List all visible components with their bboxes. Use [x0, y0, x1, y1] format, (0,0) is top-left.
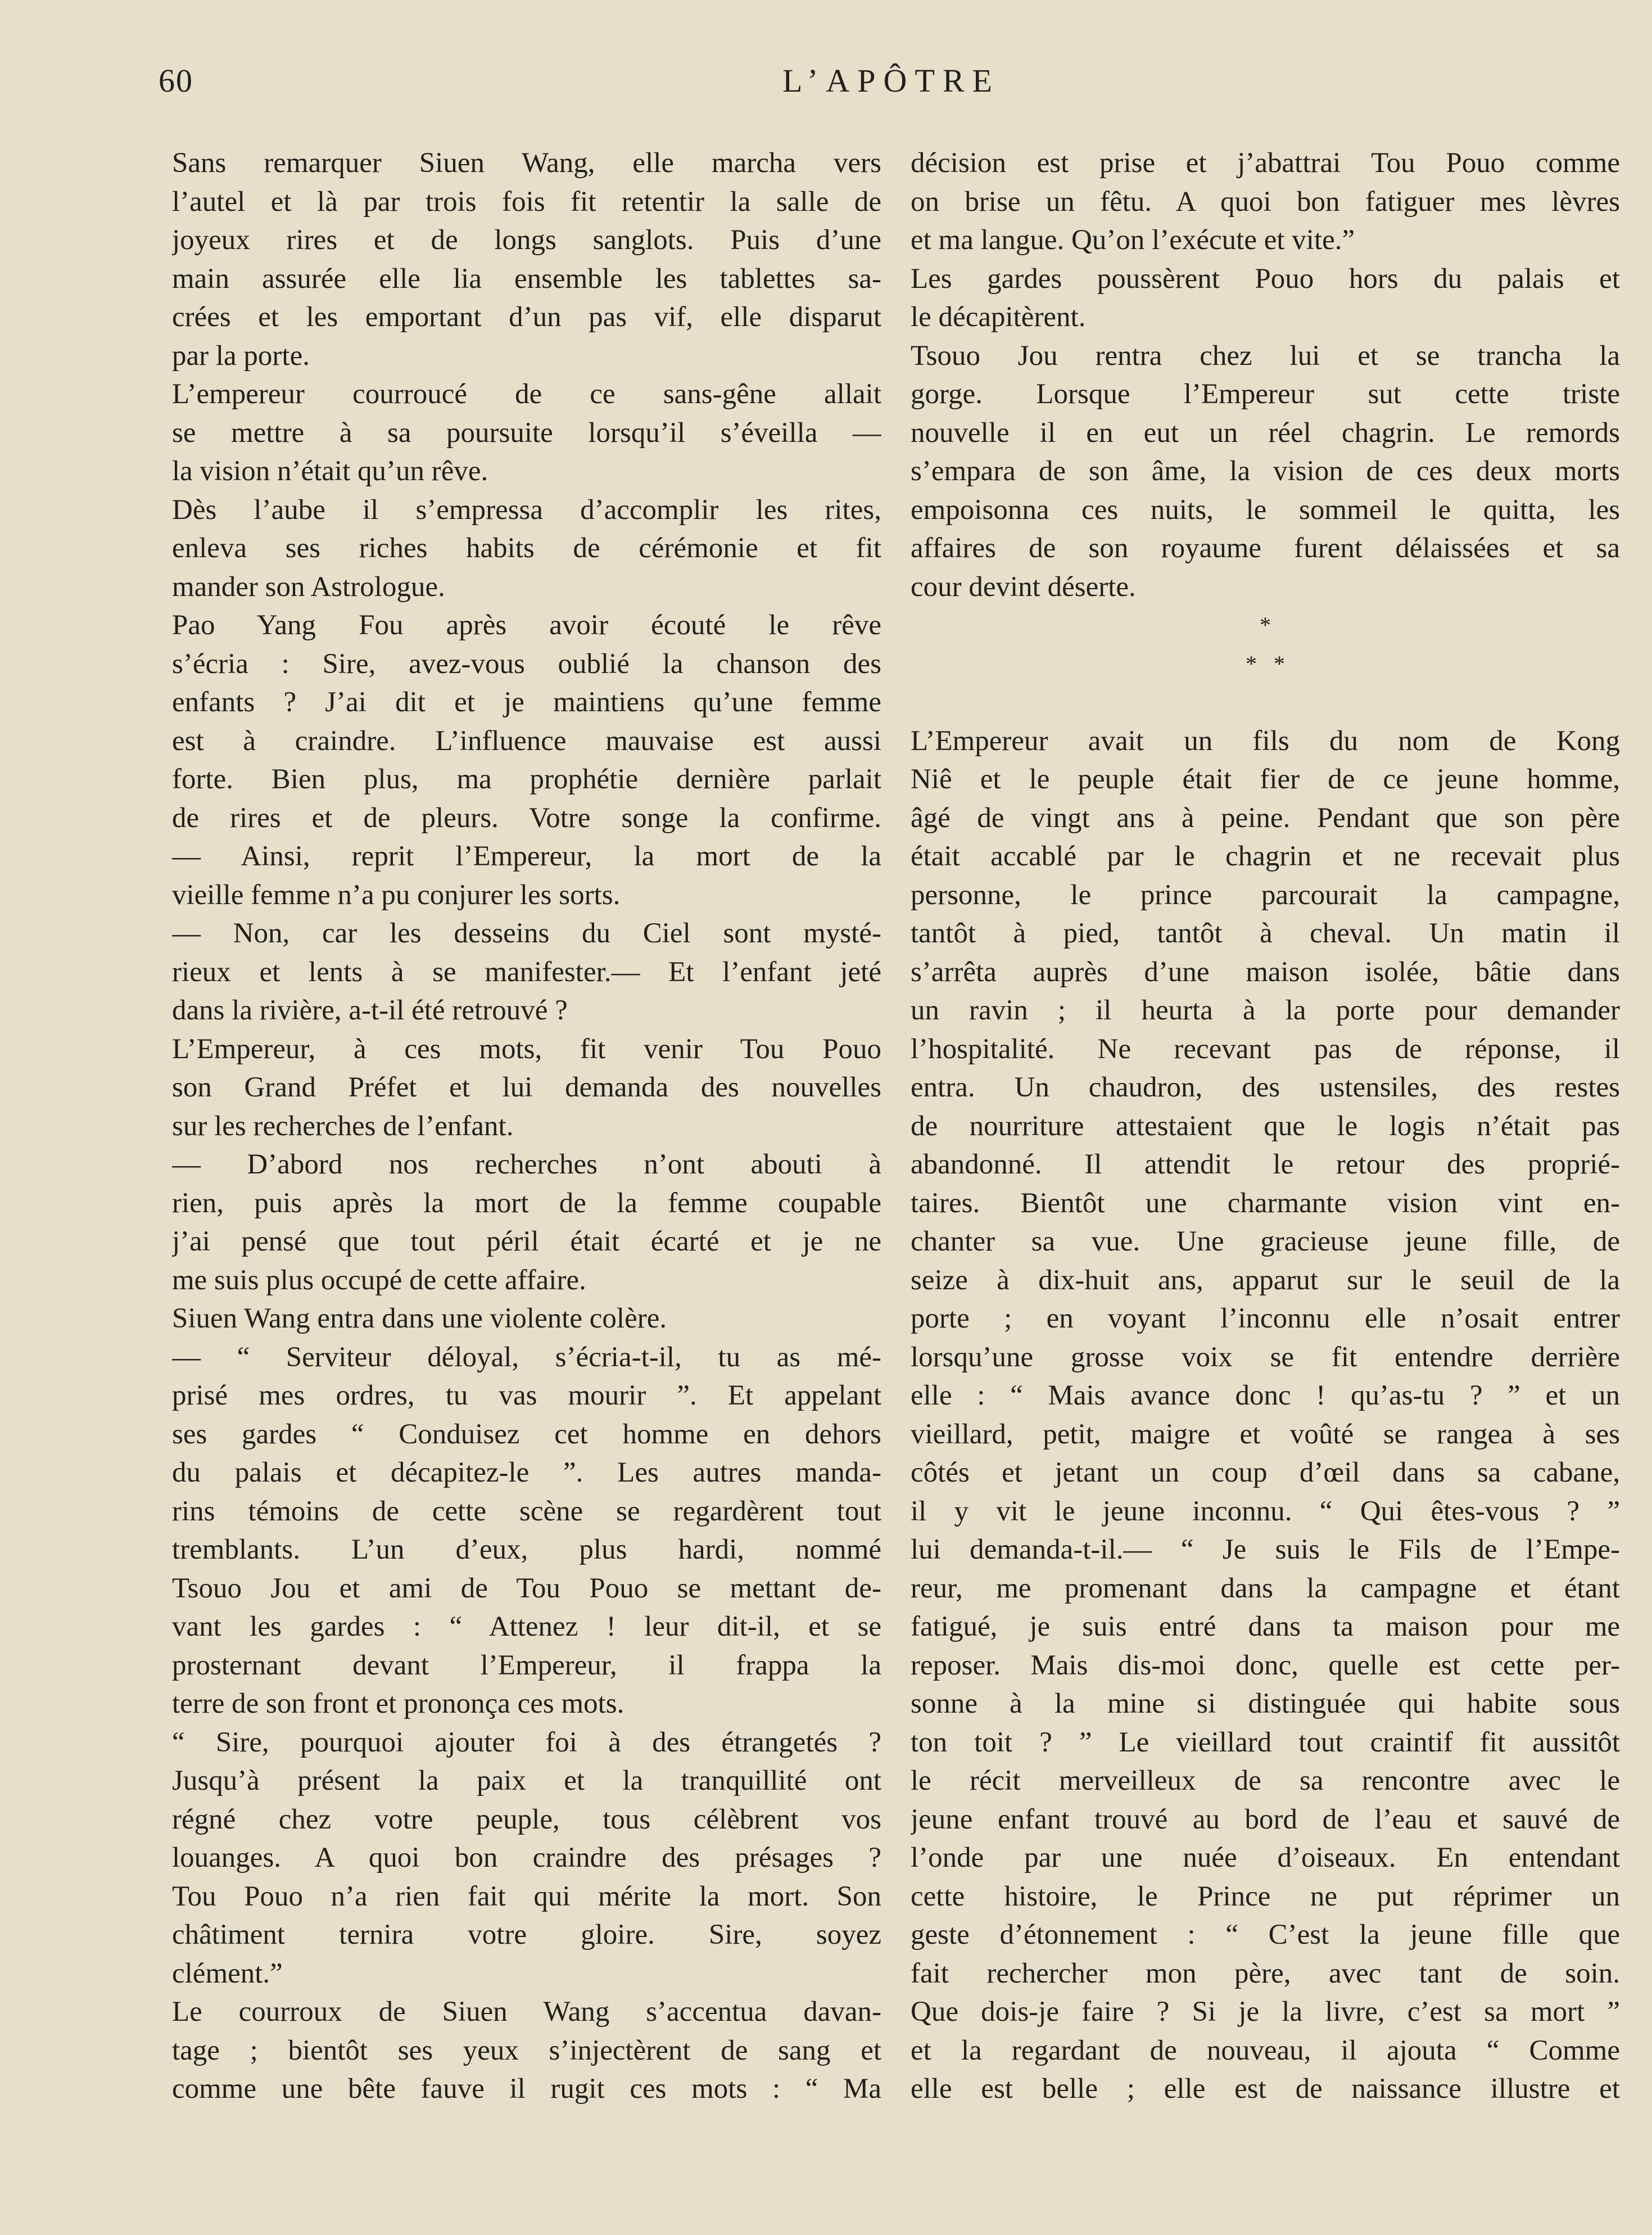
text-line: — D’abord nos recherches n’ont abouti à — [172, 1149, 881, 1180]
text-line: lui demanda-t-il.— “ Je suis le Fils de l’Empe- — [911, 1534, 1620, 1565]
text-line: cour devint déserte. — [911, 571, 1136, 603]
text-line: terre de son front et prononça ces mots. — [172, 1688, 624, 1719]
text-line: la vision n’était qu’un rêve. — [172, 455, 488, 487]
page-number: 60 — [159, 62, 193, 99]
text-line: L’Empereur avait un fils du nom de Kong — [911, 725, 1620, 757]
text-line: par la porte. — [172, 340, 310, 372]
text-line: enleva ses riches habits de cérémonie et fit — [172, 532, 881, 564]
text-line: elle : “ Mais avance donc ! qu’as-tu ? ” et un — [911, 1380, 1620, 1411]
text-line: clément.” — [172, 1957, 283, 1989]
text-line: L’empereur courroucé de ce sans-gêne allait — [172, 378, 881, 410]
text-line: côtés et jetant un coup d’œil dans sa cabane, — [911, 1457, 1620, 1488]
text-line: son Grand Préfet et lui demanda des nouvelles — [172, 1072, 881, 1103]
text-line: Tou Pouo n’a rien fait qui mérite la mort. Son — [172, 1880, 881, 1912]
text-line: était accablé par le chagrin et ne recevait plus — [911, 841, 1620, 872]
text-line: personne, le prince parcourait la campagne, — [911, 879, 1620, 911]
text-line: tremblants. L’un d’eux, plus hardi, nommé — [172, 1534, 881, 1565]
right-column-part-b — [911, 722, 1620, 2108]
text-line: Dès l’aube il s’empressa d’accomplir les rites, — [172, 494, 881, 526]
text-line: l’hospitalité. Ne recevant pas de réponse, il — [911, 1033, 1620, 1065]
text-line: geste d’étonnement : “ C’est la jeune fille que — [911, 1919, 1620, 1950]
text-line: régné chez votre peuple, tous célèbrent vos — [172, 1803, 881, 1835]
text-line: s’écria : Sire, avez-vous oublié la chanson des — [172, 648, 881, 680]
text-line: il y vit le jeune inconnu. “ Qui êtes-vous ? ” — [911, 1495, 1620, 1527]
text-line: — Non, car les desseins du Ciel sont mysté- — [172, 918, 881, 949]
text-line: enfants ? J’ai dit et je maintiens qu’une femme — [172, 687, 881, 718]
text-line: forte. Bien plus, ma prophétie dernière parlait — [172, 764, 881, 795]
text-line: Tsouo Jou et ami de Tou Pouo se mettant de- — [172, 1572, 881, 1604]
text-line: Que dois-je faire ? Si je la livre, c’est sa mort ” — [911, 1996, 1620, 2028]
text-line: taires. Bientôt une charmante vision vint en- — [911, 1187, 1620, 1219]
text-line: ton toit ? ” Le vieillard tout craintif fit aussitôt — [911, 1726, 1620, 1758]
section-break-star-top: * — [1260, 612, 1271, 638]
text-line: un ravin ; il heurta à la porte pour demander — [911, 995, 1620, 1026]
text-line: L’Empereur, à ces mots, fit venir Tou Pouo — [172, 1033, 881, 1065]
text-line: — Ainsi, reprit l’Empereur, la mort de la — [172, 841, 881, 872]
text-line: Sans remarquer Siuen Wang, elle marcha vers — [172, 147, 881, 179]
text-line: l’onde par une nuée d’oiseaux. En entendant — [911, 1842, 1620, 1873]
text-line: sonne à la mine si distinguée qui habite sous — [911, 1688, 1620, 1719]
section-gap — [911, 683, 1620, 722]
text-line: fatigué, je suis entré dans ta maison pour me — [911, 1611, 1620, 1642]
text-line: Siuen Wang entra dans une violente colère. — [172, 1303, 667, 1334]
text-line: cette histoire, le Prince ne put réprimer un — [911, 1880, 1620, 1912]
text-line: s’arrêta auprès d’une maison isolée, bâtie dans — [911, 956, 1620, 988]
text-line: seize à dix-huit ans, apparut sur le seuil de la — [911, 1264, 1620, 1296]
text-line: prisé mes ordres, tu vas mourir ”. Et appelant — [172, 1380, 881, 1411]
page-header — [0, 62, 1652, 107]
text-line: du palais et décapitez-le ”. Les autres manda- — [172, 1457, 881, 1488]
text-line: est à craindre. L’influence mauvaise est aussi — [172, 725, 881, 757]
text-line: crées et les emportant d’un pas vif, elle disparut — [172, 301, 881, 333]
text-line: Jusqu’à présent la paix et la tranquillité ont — [172, 1765, 881, 1796]
text-line: ses gardes “ Conduisez cet homme en dehors — [172, 1418, 881, 1450]
text-line: décision est prise et j’abattrai Tou Pouo comme — [911, 147, 1620, 179]
text-line: elle est belle ; elle est de naissance illustre et — [911, 2073, 1620, 2105]
text-line: Tsouo Jou rentra chez lui et se trancha la — [911, 340, 1620, 372]
text-line: on brise un fêtu. A quoi bon fatiguer mes lèvres — [911, 186, 1620, 218]
text-line: de nourriture attestaient que le logis n’était pas — [911, 1110, 1620, 1142]
text-line: Niê et le peuple était fier de ce jeune homme, — [911, 764, 1620, 795]
text-line: chanter sa vue. Une gracieuse jeune fille, de — [911, 1226, 1620, 1257]
text-line: affaires de son royaume furent délaissées et sa — [911, 532, 1620, 564]
text-line: vant les gardes : “ Attenez ! leur dit-il, et se — [172, 1611, 881, 1642]
text-line: s’empara de son âme, la vision de ces deux morts — [911, 455, 1620, 487]
text-line: rieux et lents à se manifester.— Et l’enfant jeté — [172, 956, 881, 988]
text-line: tage ; bientôt ses yeux s’injectèrent de sang et — [172, 2034, 881, 2066]
right-text-column — [911, 144, 1620, 2108]
text-line: rins témoins de cette scène se regardèrent tout — [172, 1495, 881, 1527]
text-line: Les gardes poussèrent Pouo hors du palais et — [911, 263, 1620, 295]
text-line: tantôt à pied, tantôt à cheval. Un matin il — [911, 918, 1620, 949]
text-line: me suis plus occupé de cette affaire. — [172, 1264, 586, 1296]
text-line: jeune enfant trouvé au bord de l’eau et sauvé de — [911, 1803, 1620, 1835]
text-line: abandonné. Il attendit le retour des proprié- — [911, 1149, 1620, 1180]
text-line: sur les recherches de l’enfant. — [172, 1110, 514, 1142]
text-line: main assurée elle lia ensemble les tablettes sa- — [172, 263, 881, 295]
text-line: lorsqu’une grosse voix se fit entendre derrière — [911, 1341, 1620, 1373]
text-line: prosternant devant l’Empereur, il frappa la — [172, 1649, 881, 1681]
text-line: vieille femme n’a pu conjurer les sorts. — [172, 879, 621, 911]
text-line: Le courroux de Siuen Wang s’accentua davan- — [172, 1996, 881, 2028]
text-line: empoisonna ces nuits, le sommeil le quitta, les — [911, 494, 1620, 526]
text-line: vieillard, petit, maigre et voûté se rangea à ses — [911, 1418, 1620, 1450]
text-line: comme une bête fauve il rugit ces mots : “ Ma — [172, 2073, 881, 2105]
text-line: de rires et de pleurs. Votre songe la confirme. — [172, 802, 881, 834]
text-line: — “ Serviteur déloyal, s’écria-t-il, tu as mé- — [172, 1341, 881, 1373]
text-line: âgé de vingt ans à peine. Pendant que son père — [911, 802, 1620, 834]
text-line: mander son Astrologue. — [172, 571, 445, 603]
text-line: “ Sire, pourquoi ajouter foi à des étrangetés ? — [172, 1726, 881, 1758]
text-line: gorge. Lorsque l’Empereur sut cette triste — [911, 378, 1620, 410]
section-break-star-bottom: * * — [1246, 651, 1285, 676]
text-line: Pao Yang Fou après avoir écouté le rêve — [172, 609, 881, 641]
text-line: louanges. A quoi bon craindre des présages ? — [172, 1842, 881, 1873]
left-text-column — [172, 144, 881, 2108]
text-line: le décapitèrent. — [911, 301, 1086, 333]
text-line: entra. Un chaudron, des ustensiles, des restes — [911, 1072, 1620, 1103]
text-line: châtiment ternira votre gloire. Sire, soyez — [172, 1919, 881, 1950]
text-line: l’autel et là par trois fois fit retentir la salle de — [172, 186, 881, 218]
text-line: joyeux rires et de longs sanglots. Puis d’une — [172, 224, 881, 256]
text-line: rien, puis après la mort de la femme coupable — [172, 1187, 881, 1219]
text-line: fait rechercher mon père, avec tant de soin. — [911, 1957, 1620, 1989]
text-line: reur, me promenant dans la campagne et étant — [911, 1572, 1620, 1604]
text-line: le récit merveilleux de sa rencontre avec le — [911, 1765, 1620, 1796]
text-line: nouvelle il en eut un réel chagrin. Le remords — [911, 417, 1620, 449]
text-line: j’ai pensé que tout péril était écarté et je ne — [172, 1226, 881, 1257]
text-line: reposer. Mais dis-moi donc, quelle est cette per- — [911, 1649, 1620, 1681]
text-line: porte ; en voyant l’inconnu elle n’osait entrer — [911, 1303, 1620, 1334]
running-title: L’APÔTRE — [782, 62, 1000, 99]
right-column-part-a — [911, 144, 1620, 606]
text-line: et ma langue. Qu’on l’exécute et vite.” — [911, 224, 1355, 256]
text-line: se mettre à sa poursuite lorsqu’il s’éveilla — — [172, 417, 881, 449]
text-line: dans la rivière, a-t-il été retrouvé ? — [172, 995, 568, 1026]
text-line: et la regardant de nouveau, il ajouta “ Comme — [911, 2034, 1620, 2066]
